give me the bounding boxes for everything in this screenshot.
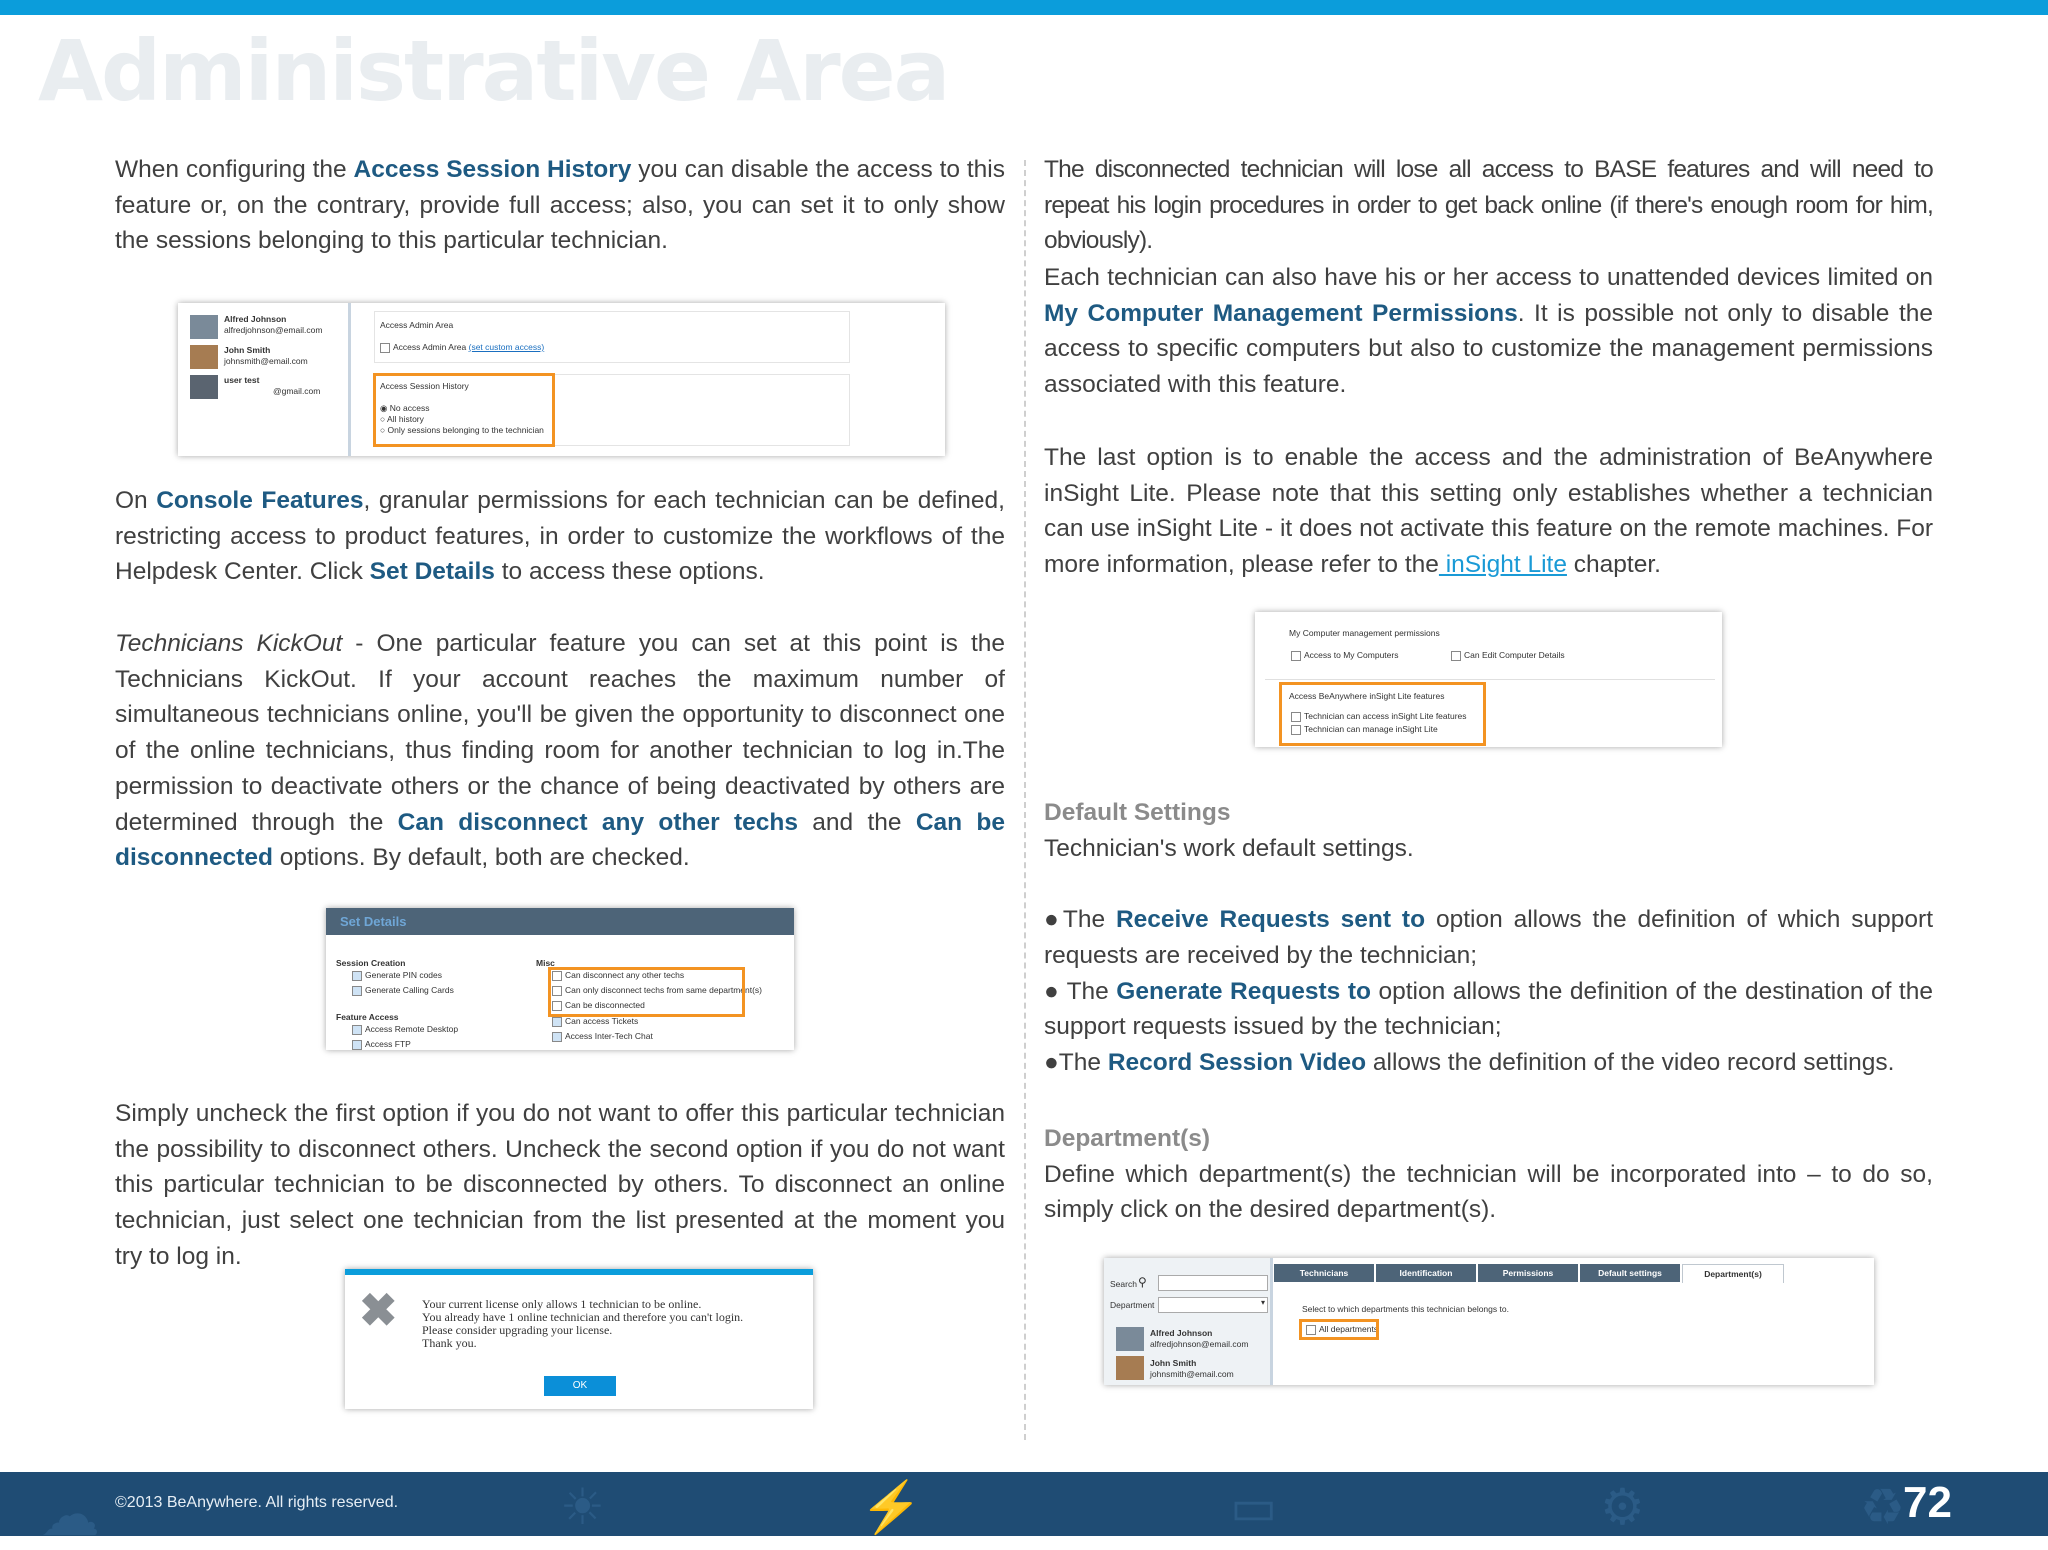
user-list: [1104, 1258, 1273, 1385]
user-name: John Smith: [1150, 1358, 1197, 1368]
section-description: Technician's work default settings.: [1044, 834, 1414, 862]
radio-all-history[interactable]: ○ All history: [380, 414, 424, 424]
checkbox-option[interactable]: Technician can manage inSight Lite: [1291, 724, 1438, 735]
left-paragraph-1: When configuring the Access Session History you can disable the access to this feature or, on the contrary, provide full access; also, you can set it to only show the sessions belonging to this particular technician.: [115, 156, 1005, 255]
screenshot-computer-permissions: [1255, 612, 1722, 747]
panel-title: Access Admin Area: [380, 320, 454, 330]
user-email: johnsmith@email.com: [1150, 1369, 1234, 1379]
radio-no-access[interactable]: ◉ No access: [380, 403, 430, 413]
right-paragraph-3: The last option is to enable the access and the administration of BeAnywhere inSight Lite. Please note that this setting only establishes whether a technician can use inSight Lite - it does not activate this feature on the remote machines. For more information, please refer to the inSight Lite chapter.: [1044, 444, 1933, 579]
search-input[interactable]: [1158, 1275, 1268, 1291]
user-email: @gmail.com: [273, 386, 321, 396]
separator: [1265, 679, 1715, 680]
user-email: alfredjohnson@email.com: [1150, 1339, 1249, 1349]
sun-icon: ☀: [560, 1479, 605, 1535]
tab-identification[interactable]: Identification: [1376, 1264, 1476, 1282]
checkbox-option[interactable]: Access Remote Desktop: [352, 1024, 458, 1035]
tab-permissions[interactable]: Permissions: [1478, 1264, 1578, 1282]
avatar: [190, 345, 218, 369]
recycle-icon: ♻: [1860, 1479, 1905, 1535]
bullet-item: ● The Generate Requests to option allows the definition of the destination of the support requests issued by the technician;: [1044, 977, 1933, 1041]
highlight-box: [548, 967, 745, 1017]
user-list: [178, 303, 351, 456]
checkbox-option[interactable]: Can access Tickets: [552, 1016, 638, 1027]
chevron-down-icon: ▾: [1260, 1298, 1265, 1307]
screenshot-set-details: [326, 908, 794, 1050]
default-settings-section: [1044, 795, 1933, 1081]
checkbox-option[interactable]: Generate Calling Cards: [352, 985, 454, 996]
dialog-message: Thank you.: [422, 1336, 477, 1350]
copyright-text: ©2013 BeAnywhere. All rights reserved.: [115, 1494, 399, 1511]
monitor-icon: ▭: [1230, 1479, 1278, 1535]
user-name: user test: [224, 375, 260, 385]
checkbox-option[interactable]: Access Inter-Tech Chat: [552, 1031, 653, 1042]
custom-access-link[interactable]: (set custom access): [468, 342, 545, 352]
checkbox-option[interactable]: Can only disconnect techs from same department(s): [552, 985, 762, 996]
section-label: Misc: [536, 958, 555, 968]
tab-departments[interactable]: Department(s): [1682, 1264, 1784, 1283]
screenshot-session-history: [178, 303, 945, 456]
checkbox-option[interactable]: Can Edit Computer Details: [1451, 650, 1565, 661]
department-select[interactable]: [1158, 1297, 1268, 1313]
tab-bar: [1270, 1264, 1874, 1282]
right-paragraph-1: The disconnected technician will lose all access to BASE features and will need to repeat his login procedures in order to get back online (if there's enough room for him, obviously).: [1044, 156, 1933, 255]
left-paragraph-3: Technicians KickOut - One particular feature you can set at this point is the Technicians KickOut. If your account reaches the maximum number of simultaneous technicians online, you'll be given the opportunity to disconnect one of the online technicians, thus finding room for another technician to log in.The permission to deactivate others or the chance of being deactivated by others are determined through the Can disconnect any other techs and the Can be disconnected options. By default, both are checked.: [115, 630, 1006, 872]
left-paragraph-2: On Console Features, granular permissions for each technician can be defined, restricting access to product features, in order to customize the workflows of the Helpdesk Center. Click Set Details to access these options.: [115, 487, 1005, 586]
all-departments-checkbox[interactable]: All departments: [1306, 1324, 1378, 1335]
cloud-icon: ☁: [40, 1481, 100, 1548]
section-label: Feature Access: [336, 1012, 399, 1022]
checkbox-option[interactable]: Access FTP: [352, 1039, 411, 1050]
user-name: Alfred Johnson: [224, 314, 287, 324]
user-email: johnsmith@email.com: [224, 356, 308, 366]
bullet-item: ●The Receive Requests sent to option allows the definition of which support requests are received by the technician;: [1044, 906, 1934, 969]
right-paragraph-2: Each technician can also have his or her access to unattended devices limited on My Computer Management Permissions. It is possible not only to disable the access to specific computers but also to customize the management permissions associated with this feature.: [1044, 264, 1933, 399]
bullet-item: ●The Record Session Video allows the definition of the video record settings.: [1044, 1048, 1895, 1076]
panel-title: Access BeAnywhere inSight Lite features: [1289, 691, 1445, 701]
section-heading: Department(s): [1044, 1125, 1211, 1152]
highlight-box: [373, 373, 555, 447]
screenshot-license-dialog: [345, 1269, 813, 1409]
section-heading: Default Settings: [1044, 799, 1231, 826]
admin-area-checkbox[interactable]: Access Admin Area (set custom access): [380, 342, 544, 353]
user-name: Alfred Johnson: [1150, 1328, 1213, 1338]
left-paragraph-4: Simply uncheck the first option if you do not want to offer this particular technician the possibility to disconnect others. Uncheck the second option if you do not want this particular technician to be disconnected by others. To disconnect an online technician, just select one technician from the list presented at the moment you try to log in.: [115, 1100, 1005, 1270]
search-icon: ⚲: [1138, 1275, 1147, 1289]
screenshot-department-tab: [1104, 1258, 1874, 1385]
section-description: Define which department(s) the technician will be incorporated into – to do so, simply click on the desired department(s).: [1044, 1160, 1933, 1224]
gear-icon: ⚙: [1600, 1479, 1645, 1535]
close-icon: ✖: [359, 1284, 398, 1336]
user-email: alfredjohnson@email.com: [224, 325, 323, 335]
column-divider: [1024, 160, 1026, 1440]
user-name: John Smith: [224, 345, 271, 355]
avatar: [1116, 1327, 1144, 1351]
search-label: Search: [1110, 1279, 1137, 1289]
panel-title: My Computer management permissions: [1289, 628, 1440, 638]
checkbox-option[interactable]: Technician can access inSight Lite features: [1291, 711, 1467, 722]
department-section: [1044, 1121, 1933, 1228]
page-title: Administrative Area: [38, 22, 949, 120]
instruction-text: Select to which departments this technician belongs to.: [1302, 1304, 1509, 1314]
avatar: [190, 315, 218, 339]
dialog-accent: [345, 1269, 813, 1275]
checkbox-option[interactable]: Can be disconnected: [552, 1000, 645, 1011]
highlight-box: [1279, 682, 1486, 746]
admin-area-panel: [374, 311, 850, 363]
avatar: [190, 375, 218, 399]
dialog-header: [326, 908, 794, 935]
dialog-message: You already have 1 online technician and therefore you can't login.: [422, 1310, 744, 1324]
radio-own-sessions[interactable]: ○ Only sessions belonging to the technician: [380, 425, 544, 435]
checkbox-option[interactable]: Access to My Computers: [1291, 650, 1398, 661]
tab-default-settings[interactable]: Default settings: [1580, 1264, 1680, 1282]
department-label: Department: [1110, 1300, 1155, 1310]
panel-title: Access Session History: [380, 381, 469, 391]
page-number: 72: [1903, 1478, 1952, 1527]
ok-button[interactable]: OK: [544, 1376, 616, 1396]
dialog-message: Your current license only allows 1 technician to be online.: [422, 1297, 702, 1311]
lightning-icon: ⚡: [860, 1479, 923, 1535]
dialog-title: Set Details: [340, 914, 407, 929]
tab-technicians[interactable]: Technicians: [1274, 1264, 1374, 1282]
section-label: Session Creation: [336, 958, 406, 968]
avatar: [1116, 1356, 1144, 1380]
checkbox-option[interactable]: Can disconnect any other techs: [552, 970, 684, 981]
checkbox-option[interactable]: Generate PIN codes: [352, 970, 442, 981]
top-accent-bar: [0, 0, 2048, 15]
highlight-box: [1299, 1319, 1379, 1340]
insight-lite-link[interactable]: inSight Lite: [1438, 551, 1567, 579]
dialog-message: Please consider upgrading your license.: [422, 1323, 613, 1337]
